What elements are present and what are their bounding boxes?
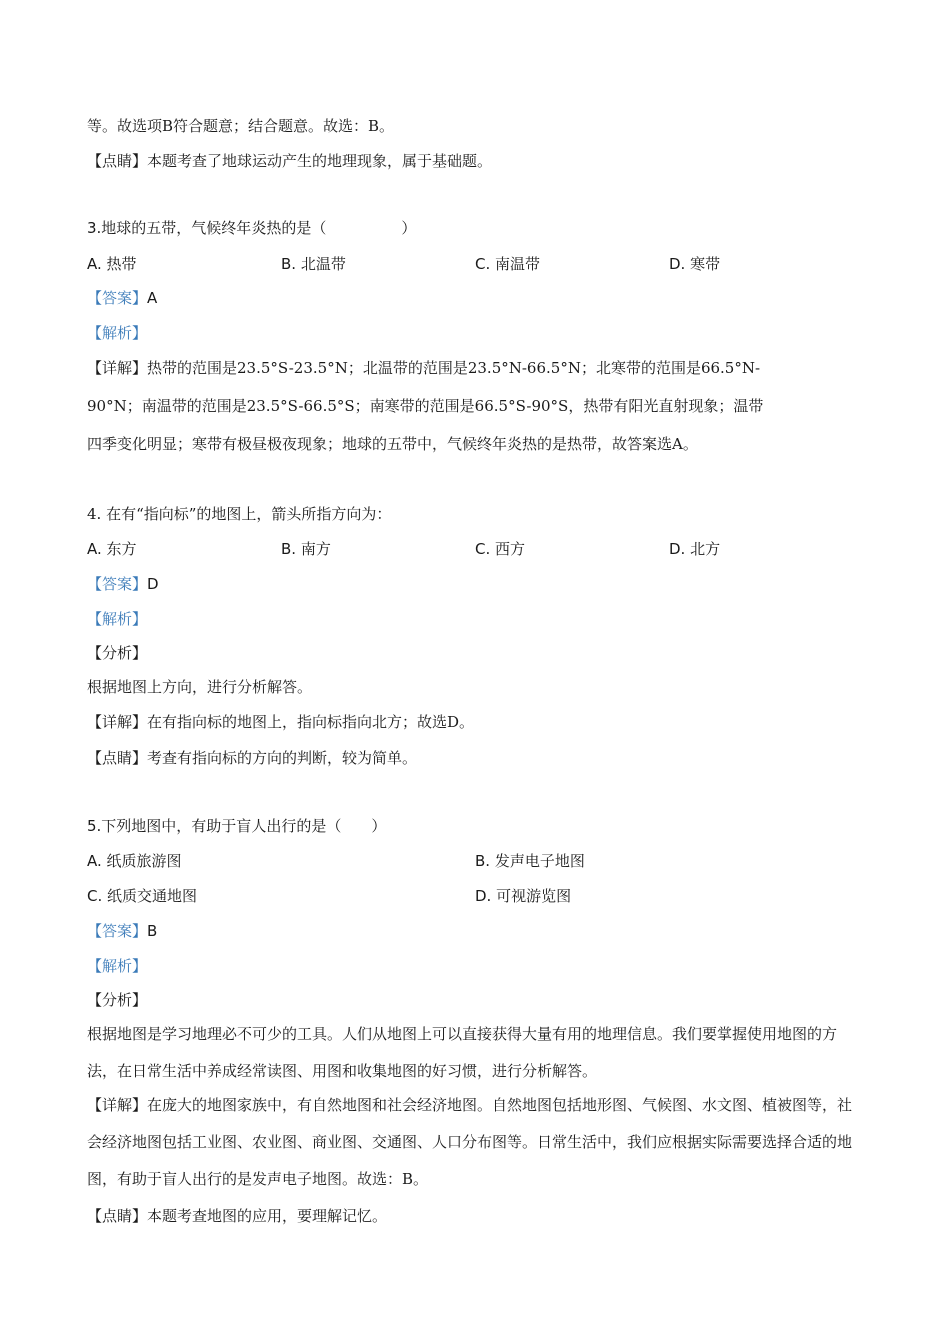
answer-value: A bbox=[147, 289, 158, 307]
q4-answer bbox=[87, 574, 159, 594]
dianjing-text: 本题考查了地球运动产生的地理现象，属于基础题。 bbox=[147, 152, 493, 170]
q4-option-d: D. 北方 bbox=[669, 540, 721, 558]
q4-question: 4. 在有“指向标”的地图上，箭头所指方向为： bbox=[87, 505, 392, 523]
q3-analysis-label: 【解析】 bbox=[87, 324, 148, 342]
dianjing-label: 【点睛】 bbox=[87, 1207, 148, 1225]
q3-detail-line1 bbox=[87, 358, 760, 378]
q4-option-c: C. 西方 bbox=[475, 540, 526, 558]
intro-dianjing bbox=[87, 151, 492, 171]
q5-dianjing bbox=[87, 1206, 387, 1226]
dianjing-label: 【点睛】 bbox=[87, 749, 148, 767]
q4-detail bbox=[87, 712, 474, 732]
q3-detail-line3: 四季变化明显；寒带有极昼极夜现象；地球的五带中，气候终年炎热的是热带，故答案选A。 bbox=[87, 435, 698, 453]
q5-fenxi-label: 【分析】 bbox=[87, 991, 148, 1009]
q4-option-b: B. 南方 bbox=[281, 540, 331, 558]
q3-answer bbox=[87, 288, 157, 308]
answer-value: D bbox=[147, 575, 159, 593]
q3-option-d: D. 寒带 bbox=[669, 255, 721, 273]
detail-label: 【详解】 bbox=[87, 359, 148, 377]
q5-fenxi-text: 根据地图是学习地理必不可少的工具。人们从地图上可以直接获得大量有用的地理信息。我们要掌握使用地图的方法，在日常生活中养成经常读图、用图和收集地图的好习惯，进行分析解答。 bbox=[87, 1025, 838, 1080]
q5-question: 5.下列地图中，有助于盲人出行的是（ ） bbox=[87, 817, 387, 835]
intro-line: 等。故选项B符合题意；结合题意。故选：B。 bbox=[87, 117, 395, 135]
q3-option-a: A. 热带 bbox=[87, 255, 137, 273]
answer-value: B bbox=[147, 922, 158, 940]
q4-analysis-label: 【解析】 bbox=[87, 610, 148, 628]
dianjing-label: 【点睛】 bbox=[87, 152, 148, 170]
q5-option-a: A. 纸质旅游图 bbox=[87, 852, 182, 870]
detail-text: 热带的范围是23.5°S-23.5°N；北温带的范围是23.5°N-66.5°N；北寒带的范围是66.5°N- bbox=[147, 359, 761, 377]
q3-question: 3.地球的五带，气候终年炎热的是（ ） bbox=[87, 219, 417, 237]
q5-detail bbox=[87, 1087, 865, 1198]
detail-label: 【详解】 bbox=[87, 1096, 148, 1114]
answer-label: 【答案】 bbox=[87, 922, 148, 940]
dianjing-text: 考查有指向标的方向的判断，较为简单。 bbox=[147, 749, 418, 767]
answer-label: 【答案】 bbox=[87, 575, 148, 593]
q3-option-b: B. 北温带 bbox=[281, 255, 346, 273]
detail-label: 【详解】 bbox=[87, 713, 148, 731]
q4-option-a: A. 东方 bbox=[87, 540, 137, 558]
answer-label: 【答案】 bbox=[87, 289, 148, 307]
q5-option-d: D. 可视游览图 bbox=[475, 887, 572, 905]
dianjing-text: 本题考查地图的应用，要理解记忆。 bbox=[147, 1207, 388, 1225]
q3-detail-line2: 90°N；南温带的范围是23.5°S-66.5°S；南寒带的范围是66.5°S-90°S，热带有阳光直射现象；温带 bbox=[87, 397, 764, 415]
q4-fenxi-text: 根据地图上方向，进行分析解答。 bbox=[87, 678, 313, 696]
q5-option-c: C. 纸质交通地图 bbox=[87, 887, 198, 905]
detail-text: 在有指向标的地图上，指向标指向北方；故选D。 bbox=[147, 713, 475, 731]
detail-text: 在庞大的地图家族中，有自然地图和社会经济地图。自然地图包括地形图、气候图、水文图、植被图等，社会经济地图包括工业图、农业图、商业图、交通图、人口分布图等。日常生活中，我们应根据实际需要选择合适的地图，有助于盲人出行的是发声电子地图。故选：B。 bbox=[87, 1096, 853, 1188]
q5-answer bbox=[87, 921, 157, 941]
q4-fenxi-label: 【分析】 bbox=[87, 644, 148, 662]
q4-dianjing bbox=[87, 748, 417, 768]
q5-analysis-label: 【解析】 bbox=[87, 957, 148, 975]
q3-option-c: C. 南温带 bbox=[475, 255, 541, 273]
q5-option-b: B. 发声电子地图 bbox=[475, 852, 585, 870]
